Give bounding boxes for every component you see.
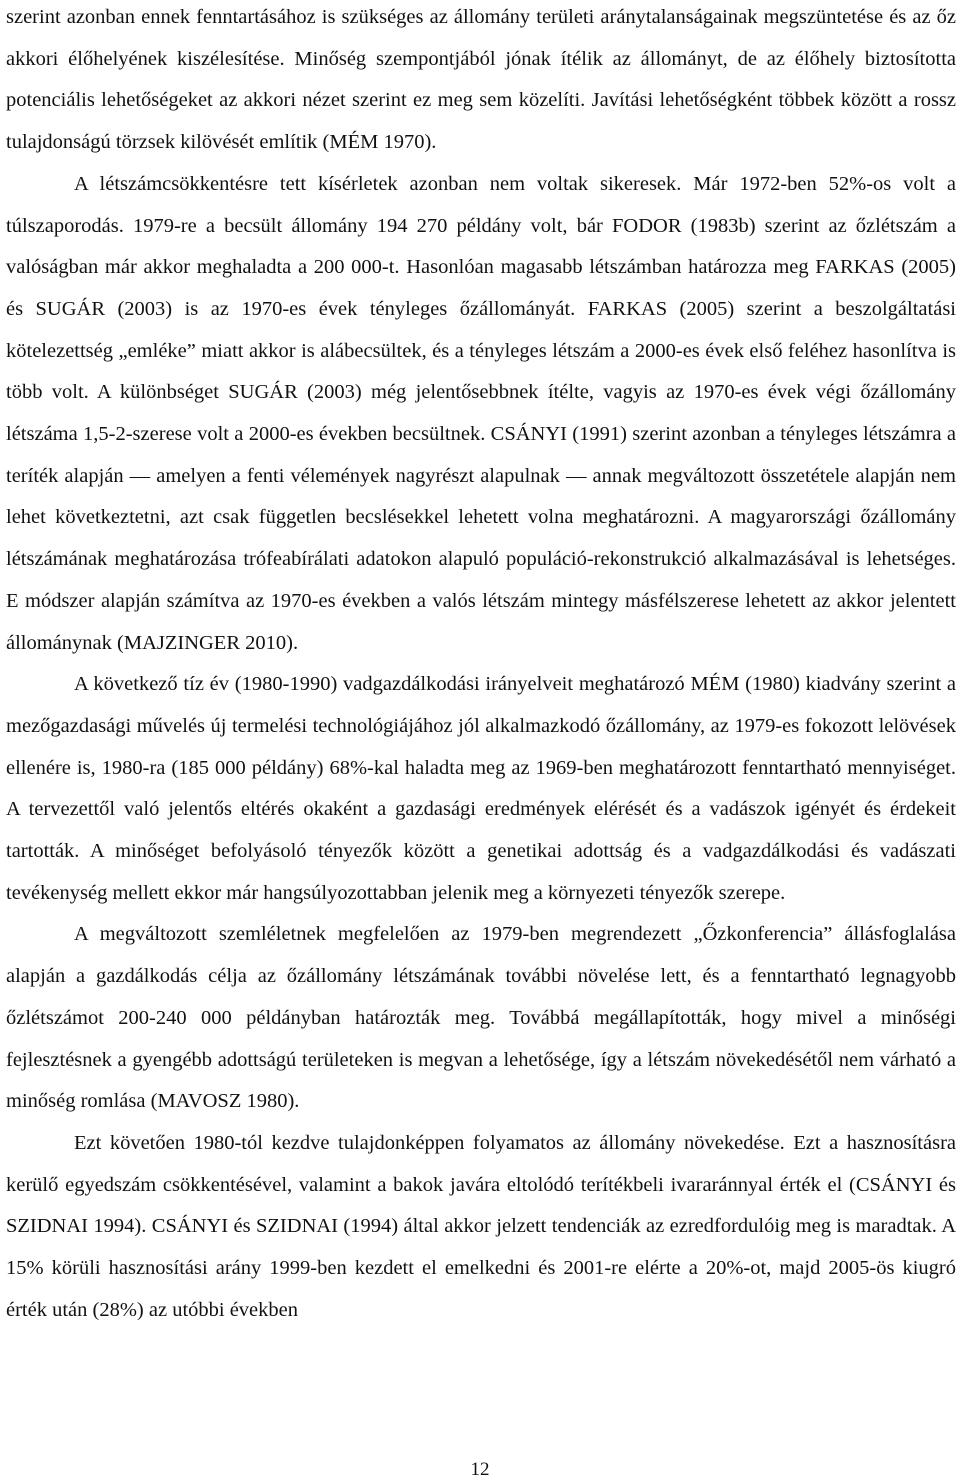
paragraph-4: A megváltozott szemléletnek megfelelően az 1979-ben megrendezett „Őzkonferencia” állásfoglalása alapján a gazdálkodás célja az őzállomány létszámának további növelése lett, és a fenntartható legnagyobb őzlétszámot 200-240 000 példányban határozták meg. Továbbá megállapították, hogy mivel a minőségi fejlesztésnek a gyengébb adottságú területeken is megvan a lehetősége, így a létszám növekedésétől nem várható a minőség romlása (MAVOSZ 1980). [6,923,956,1113]
paragraph-2: A létszámcsökkentésre tett kísérletek azonban nem voltak sikeresek. Már 1972-ben 52%-os volt a túlszaporodás. 1979-re a becsült állomány 194 270 példány volt, bár FODOR (1983b) szerint az őzlétszám a valóságban már akkor meghaladta a 200 000-t. Hasonlóan magasabb létszámban határozza meg FARKAS (2005) és SUGÁR (2003) is az 1970-es évek tényleges őzállományát. FARKAS (2005) szerint a beszolgáltatási kötelezettség „emléke” miatt akkor is alábecsültek, és a tényleges létszám a 2000-es évek első feléhez hasonlítva is több volt. A különbséget SUGÁR (2003) még jelentősebbnek ítélte, vagyis az 1970-es évek végi őzállomány létszáma 1,5-2-szerese volt a 2000-es években becsültnek. CSÁNYI (1991) szerint azonban a tényleges létszámra a teríték alapján — amelyen a fenti vélemények nagyrészt alapulnak — annak megváltozott összetétele alapján nem lehet következtetni, azt csak független becslésekkel lehetett volna meghatározni. A magyarországi őzállomány létszámának meghatározása trófeabírálati adatokon alapuló populáció-rekonstrukció alkalmazásával is lehetséges. E módszer alapján számítva az 1970-es években a valós létszám mintegy másfélszerese lehetett az akkor jelentett állománynak (MAJZINGER 2010). [6,172,956,654]
page-number: 12 [470,1459,490,1480]
paragraph-1: szerint azonban ennek fenntartásához is szükséges az állomány területi aránytalanságainak megszüntetése és az őz akkori élőhelyének kiszélesítése. Minőség szempontjából jónak ítélik az állományt, de az élőhely biztosította potenciális lehetőségeket az akkori nézet szerint ez meg sem közelíti. Javítási lehetőségként többek között a rossz tulajdonságú törzsek kilövését említik (MÉM 1970). [6,6,956,154]
body-text [6,0,956,1332]
paragraph-5: Ezt követően 1980-tól kezdve tulajdonképpen folyamatos az állomány növekedése. Ezt a hasznosításra kerülő egyedszám csökkentésével, valamint a bakok javára eltolódó terítékbeli ivararánnyal érték el (CSÁNYI és SZIDNAI 1994). CSÁNYI és SZIDNAI (1994) által akkor jelzett tendenciák az ezredfordulóig meg is maradtak. A 15% körüli hasznosítási arány 1999-ben kezdett el emelkedni és 2001-re elérte a 20%-ot, majd 2005-ös kiugró érték után (28%) az utóbbi években [6,1131,956,1321]
paragraph-3: A következő tíz év (1980-1990) vadgazdálkodási irányelveit meghatározó MÉM (1980) kiadvány szerint a mezőgazdasági művelés új termelési technológiájához jól alkalmazkodó őzállomány, az 1979-es fokozott lelövések ellenére is, 1980-ra (185 000 példány) 68%-kal haladta meg az 1969-ben meghatározott fenntartható mennyiséget. A tervezettől való jelentős eltérés okaként a gazdasági eredmények elérését és a vadászok igényét és érdekeit tartották. A minőséget befolyásoló tényezők között a genetikai adottság és a vadgazdálkodási és vadászati tevékenység mellett ekkor már hangsúlyozottabban jelenik meg a környezeti tényezők szerepe. [6,673,956,904]
